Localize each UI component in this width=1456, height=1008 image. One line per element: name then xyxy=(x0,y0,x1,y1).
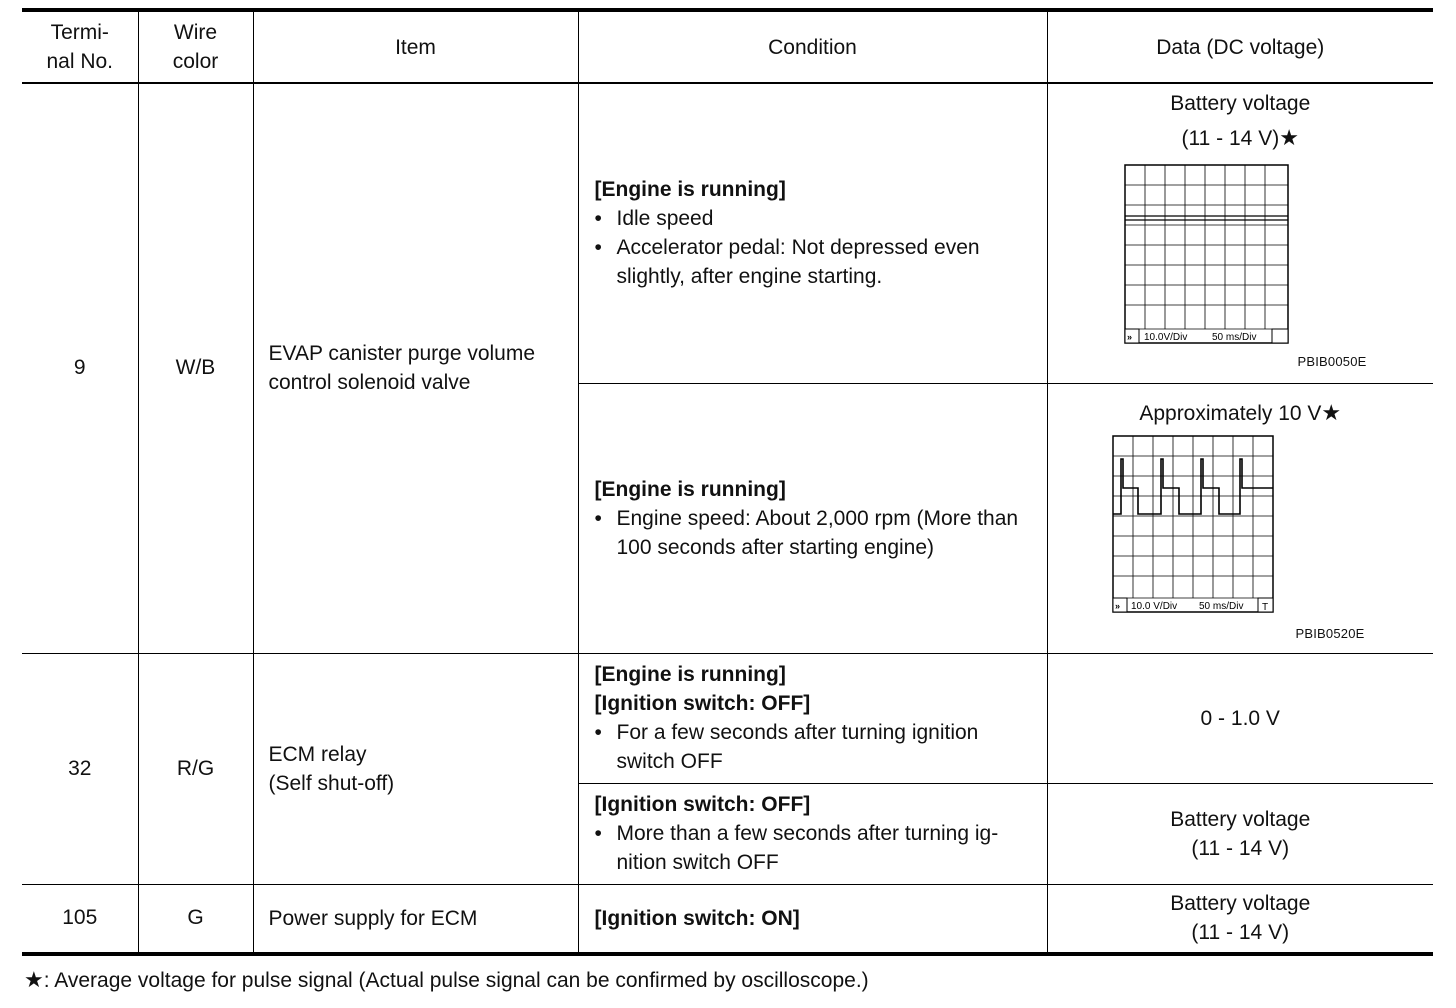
data-line: (11 - 14 V) xyxy=(1191,921,1290,945)
data-line: Battery voltage xyxy=(1170,807,1311,831)
star-icon: ★ xyxy=(1321,399,1342,425)
footnote xyxy=(24,967,869,993)
table-row xyxy=(22,653,1433,783)
item-line: (Self shut-off) xyxy=(268,771,395,795)
item-line: control solenoid valve xyxy=(268,371,471,395)
scope-volts-label: 10.0 V/Div xyxy=(1130,600,1177,612)
bullet-dot: • xyxy=(594,721,602,744)
star-icon: ★ xyxy=(24,967,44,992)
data-cell xyxy=(1047,884,1433,954)
terminal-spec-table xyxy=(22,8,1433,956)
terminal-no: 32 xyxy=(22,653,138,884)
data-caption-text: (11 - 14 V) xyxy=(1181,127,1280,150)
scope-marker: » xyxy=(1114,600,1120,611)
data-cell xyxy=(1047,383,1433,653)
header-condition: Condition xyxy=(578,10,1047,83)
bullet-dot: • xyxy=(594,822,602,845)
scope-time-label: 50 ms/Div xyxy=(1211,332,1256,343)
data-caption: Battery voltage xyxy=(1170,92,1311,115)
wire-color: R/G xyxy=(138,653,253,884)
footnote-text: : Average voltage for pulse signal (Actual pulse signal can be confirmed by oscilloscope.) xyxy=(43,969,869,992)
condition-cell xyxy=(578,653,1047,783)
data-line: Battery voltage xyxy=(1170,892,1311,916)
data-caption xyxy=(1048,120,1434,157)
condition-cell xyxy=(578,383,1047,653)
header-data: Data (DC voltage) xyxy=(1047,10,1433,83)
condition-heading: [Engine is running] xyxy=(594,178,786,202)
condition-bullet xyxy=(595,819,1041,877)
condition-cell xyxy=(578,83,1047,383)
bullet-dot: • xyxy=(594,236,602,260)
bullet-text: Engine speed: About 2,000 rpm (More than 100 seconds after starting engine) xyxy=(616,506,1019,559)
header-row xyxy=(22,10,1433,83)
header-terminal-line2: nal No. xyxy=(46,50,114,73)
condition-heading: [Engine is running] xyxy=(594,477,786,501)
data-cell: 0 - 1.0 V xyxy=(1047,653,1433,783)
header-wire-line2: color xyxy=(172,50,219,73)
table-row xyxy=(22,83,1433,383)
item-cell: Power supply for ECM xyxy=(253,884,578,954)
bullet-dot: • xyxy=(594,207,602,231)
oscilloscope-waveform-2 xyxy=(1112,435,1276,616)
scope-volts-label: 10.0V/Div xyxy=(1143,332,1187,343)
data-line: (11 - 14 V) xyxy=(1191,836,1290,860)
condition-heading: [Ignition switch: OFF] xyxy=(594,692,811,715)
figure-code: PBIB0050E xyxy=(1297,354,1367,369)
bullet-text: For a few seconds after turning ignition switch OFF xyxy=(616,721,979,773)
bullet-text: Idle speed xyxy=(616,207,714,231)
data-cell xyxy=(1047,83,1433,383)
item-cell xyxy=(253,83,578,653)
header-terminal xyxy=(22,10,138,83)
star-icon: ★ xyxy=(1279,125,1299,150)
terminal-no: 105 xyxy=(22,884,138,954)
item-cell xyxy=(253,653,578,884)
condition-heading: [Engine is running] xyxy=(594,663,786,686)
terminal-no: 9 xyxy=(22,83,138,653)
data-caption xyxy=(1048,395,1434,432)
header-item: Item xyxy=(253,10,578,83)
condition-cell xyxy=(578,884,1047,954)
wire-color: G xyxy=(138,884,253,954)
scope-marker: » xyxy=(1126,332,1132,342)
header-terminal-line1: Termi- xyxy=(50,21,109,44)
bullet-text: Accelerator pedal: Not depressed even slightly, after engine starting. xyxy=(616,236,980,289)
item-line: ECM relay xyxy=(268,742,367,766)
scope-time-label: 50 ms/Div xyxy=(1198,600,1243,612)
oscilloscope-waveform-1 xyxy=(1124,164,1290,346)
condition-heading: [Ignition switch: OFF] xyxy=(594,793,811,816)
condition-bullet xyxy=(595,233,1041,291)
condition-bullet xyxy=(595,718,1041,776)
bullet-text: More than a few seconds after turning ig-nition switch OFF xyxy=(616,822,999,874)
table-row xyxy=(22,884,1433,954)
bullet-dot: • xyxy=(594,506,602,530)
condition-bullet xyxy=(595,204,1041,233)
header-wire xyxy=(138,10,253,83)
condition-heading: [Ignition switch: ON] xyxy=(594,906,800,930)
header-wire-line1: Wire xyxy=(173,21,218,44)
item-line: EVAP canister purge volume xyxy=(268,342,536,366)
wire-color: W/B xyxy=(138,83,253,653)
figure-code: PBIB0520E xyxy=(1295,625,1365,641)
scope-trigger-label: T xyxy=(1261,601,1268,613)
condition-bullet xyxy=(595,504,1041,562)
data-cell xyxy=(1047,783,1433,884)
data-caption-text: Approximately 10 V xyxy=(1139,401,1322,425)
condition-cell xyxy=(578,783,1047,884)
